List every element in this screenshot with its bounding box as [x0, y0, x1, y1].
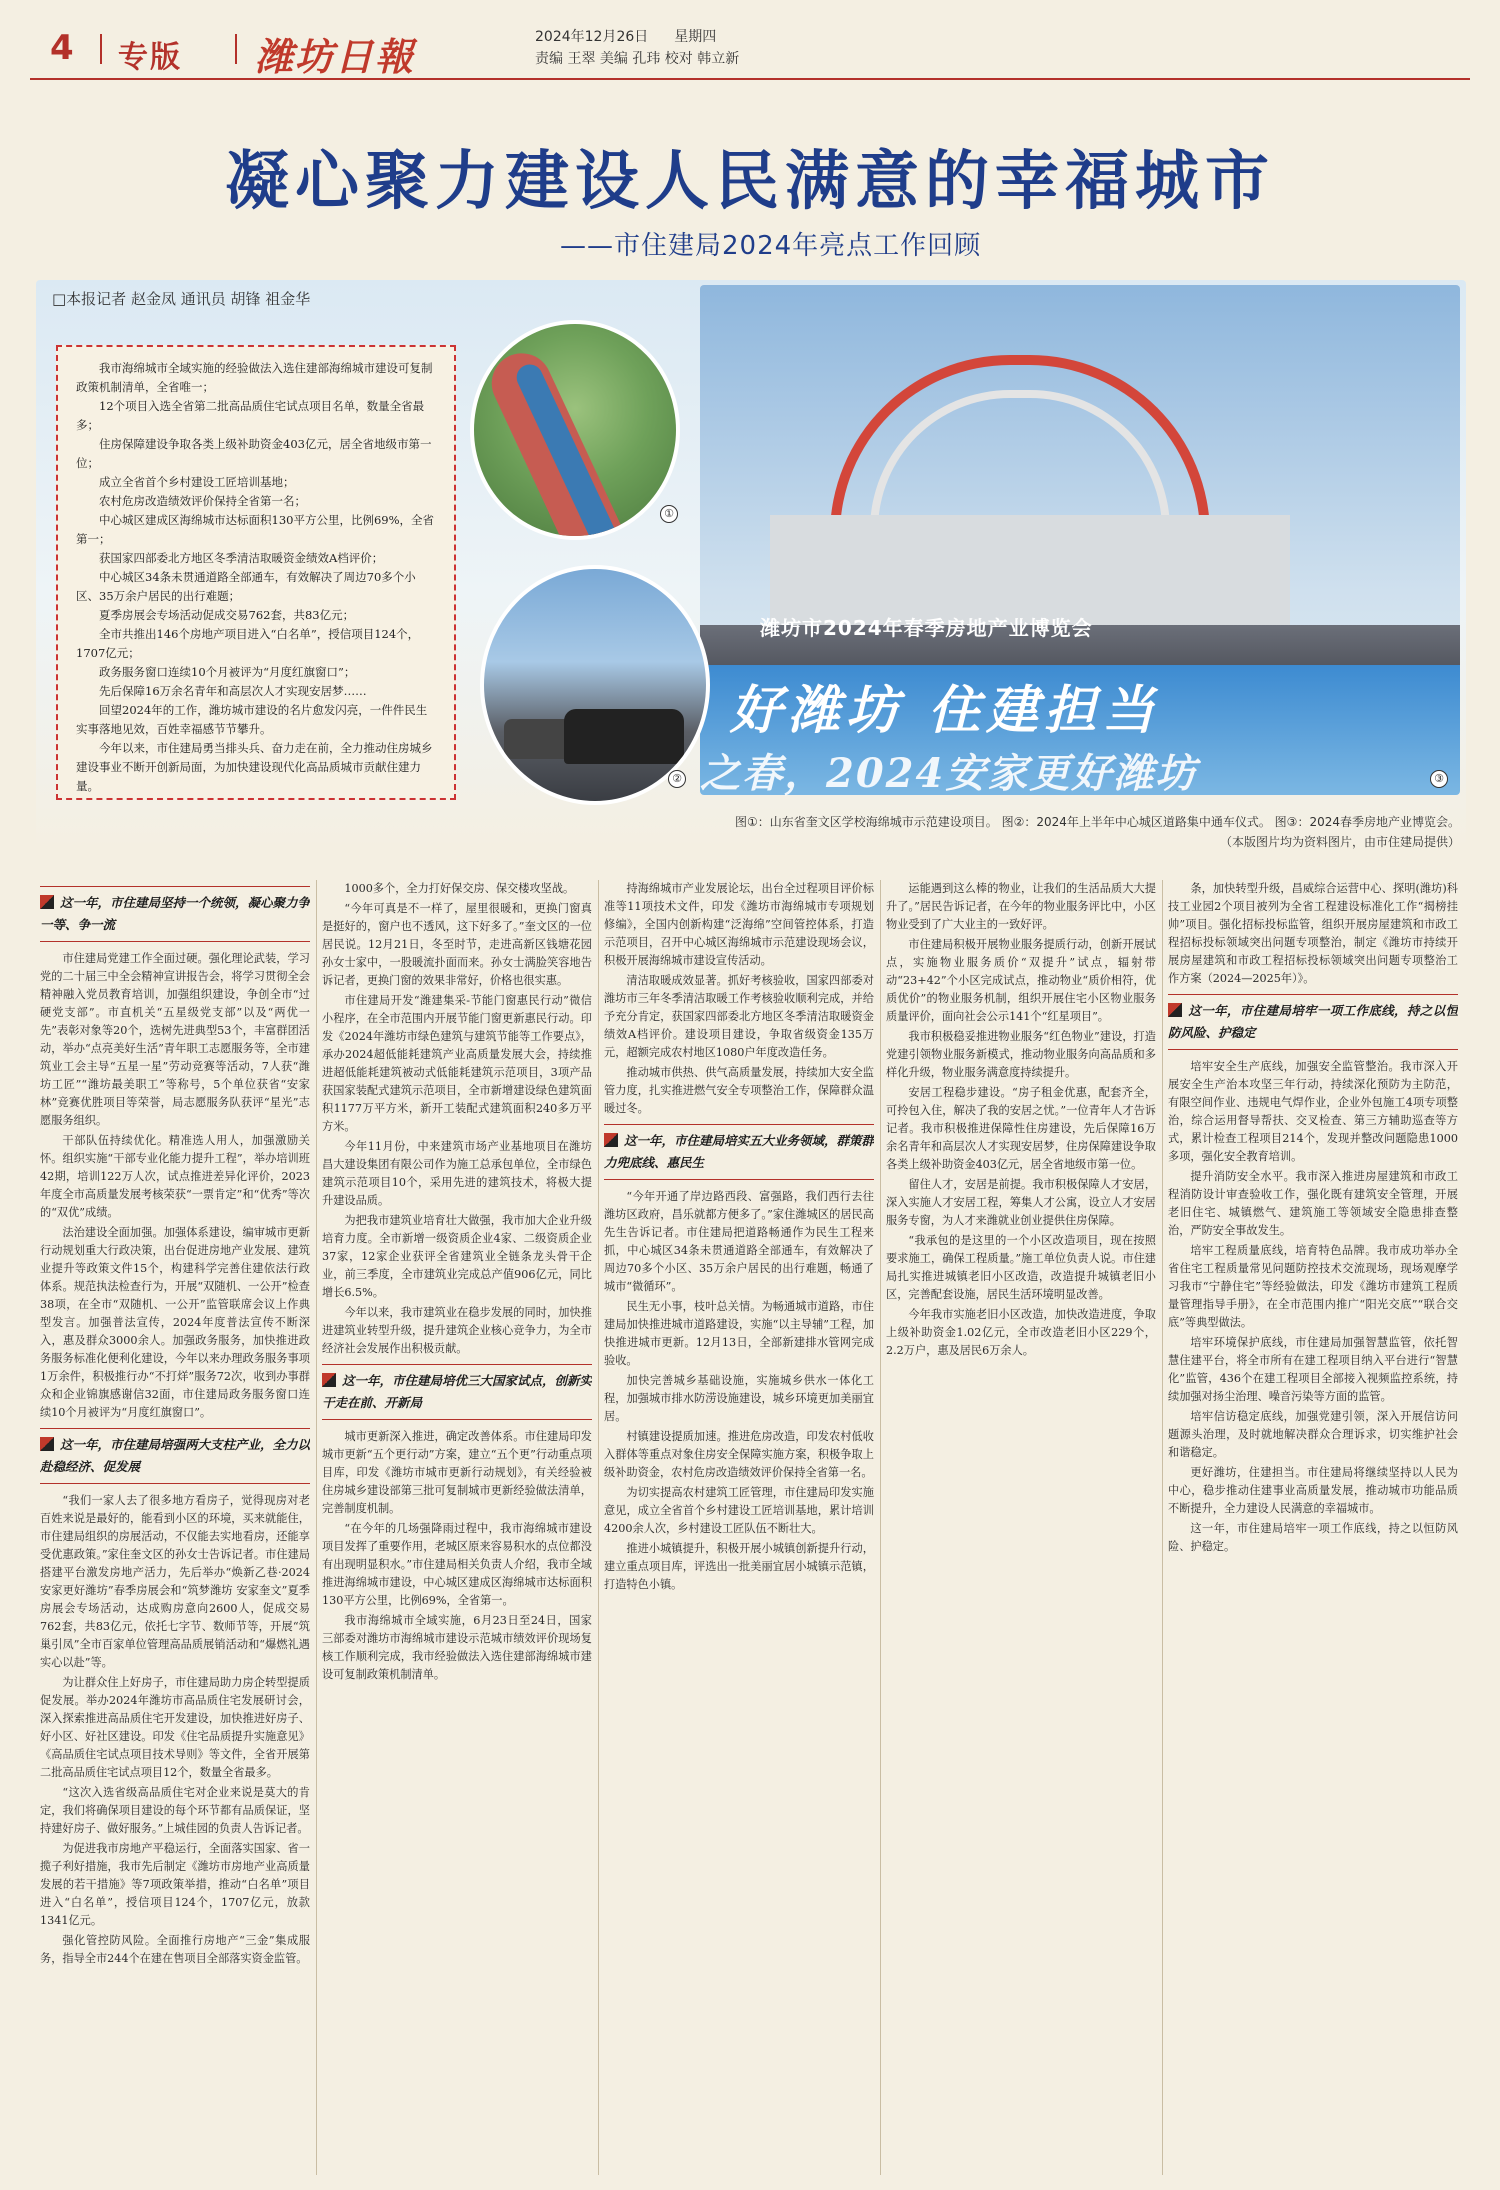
photo-slogan: 好潍坊 住建担当	[730, 680, 1161, 741]
editor-credits: 责编 王翠 美编 孔玮 校对 韩立新	[535, 51, 740, 67]
column-divider	[316, 880, 317, 2175]
article-paragraph: 干部队伍持续优化。精准选人用人，加强激励关怀。组织实施“干部专业化能力提升工程”，举办培训班42期，培训122万人次，试点推进差异化评价，2023年度全市高质量发展考核荣获“一票肯定”和“优秀”等次的“双优”成绩。	[40, 1134, 310, 1219]
article-paragraph: 为把我市建筑业培育壮大做强，我市加大企业升级培育力度。全市新增一级资质企业4家、二级资质企业37家，12家企业获评全省建筑业全链条龙头骨干企业，前三季度，全市建筑业完成总产值906亿元，同比增长6.5%。	[322, 1214, 592, 1299]
article-paragraph: “今年可真是不一样了，屋里很暖和，更换门窗真是挺好的，窗户也不透风，这下好多了。”奎文区的一位居民说。12月21日，冬至时节，走进高新区钱塘花园孙女士家中，一股暖流扑面而来。孙女士满脸笑容地告诉记者，更换门窗的效果非常好，价格也很实惠。	[322, 902, 592, 987]
intro-paragraph: 政务服务窗口连续10个月被评为“月度红旗窗口”；	[99, 665, 356, 679]
article-column-3	[604, 880, 874, 2175]
article-paragraph: 今年11月份，中来建筑市场产业基地项目在潍坊昌大建设集团有限公司作为施工总承包单位，全市绿色建筑示范项目10个，采用先进的建筑技术，将极大提升建设品质。	[322, 1140, 592, 1207]
intro-box	[56, 345, 456, 800]
masthead	[30, 22, 1470, 80]
section-marker-icon	[40, 1437, 54, 1451]
article-column-1	[40, 880, 310, 2175]
photo-number-2: ②	[668, 770, 686, 788]
intro-paragraph: 中心城区34条未贯通道路全部通车，有效解决了周边70多个小区、35万余户居民的出行难题；	[76, 570, 416, 603]
issue-meta	[535, 26, 739, 70]
column-divider	[1162, 880, 1163, 2175]
article-column-2	[322, 880, 592, 2175]
intro-paragraph: 获国家四部委北方地区冬季清洁取暖资金绩效A档评价；	[99, 551, 384, 565]
article-paragraph: 法治建设全面加强。加强体系建设，编审城市更新行动规划重大行政决策，出台促进房地产业发展、建筑业提升等政策文件15个，构建科学完善住建依法行政体系。规范执法检查行为，开展“双随机、一公开”检查38项，在全市“双随机、一公开”监管联席会议上作典型发言。加强普法宣传，2024年度普法宣传不断深入，惠及群众3000余人。加强政务服务，加快推进政务服务标准化便利化建设，今年以来办理政务服务事项1万余件，积极推行办“不打烊”服务72次，收到办事群众和企业锦旗感谢信32面，市住建局政务服务窗口连续10个月被评为“月度红旗窗口”。	[40, 1226, 310, 1419]
article-paragraph: 我市海绵城市全域实施，6月23日至24日，国家三部委对潍坊市海绵城市建设示范城市绩效评价现场复核工作顺利完成，我市经验做法入选住建部海绵城市建设可复制政策机制清单。	[322, 1614, 592, 1681]
article-paragraph: “今年开通了岸边路西段、富强路，我们西行去往潍坊区政府，昌乐就都方便多了。”家住潍城区的居民高先生告诉记者。市住建局把道路畅通作为民生工程来抓，中心城区34条未贯通道路全部通车，有效解决了周边70多个小区、35万余户居民的出行难题，畅通了城市“微循环”。	[604, 1190, 874, 1293]
section-marker-icon	[322, 1373, 336, 1387]
article-paragraph: 条，加快转型升级，昌威综合运营中心、探明(潍坊)科技工业园2个项目被列为全省工程建设标准化工作“揭榜挂帅”项目。强化招标投标监管，组织开展房屋建筑和市政工程招标投标领域突出问题专项整治，制定《潍坊市持续开展房屋建筑和市政工程招标投标领域突出问题专项整治工作方案（2024—2025年）》。	[1168, 882, 1458, 985]
photo-caption-line: 图①：山东省奎文区学校海绵城市示范建设项目。 图②：2024年上半年中心城区道路集中通车仪式。 图③：2024春季房地产业博览会。	[735, 815, 1460, 829]
section-marker-icon	[604, 1133, 618, 1147]
article-paragraph: “在今年的几场强降雨过程中，我市海绵城市建设项目发挥了重要作用，老城区原来容易积水的点位都没有出现明显积水。”市住建局相关负责人介绍，我市全域推进海绵城市建设，中心城区建成区海绵城市达标面积130平方公里，比例69%，全省第一。	[322, 1522, 592, 1607]
photo-caption-note: （本版图片均为资料图片，由市住建局提供）	[1219, 835, 1460, 849]
article-paragraph: “我们一家人去了很多地方看房子，觉得现房对老百姓来说是最好的，能看到小区的环境，买来就能住，市住建局组织的房展活动，不仅能去实地看房，还能享受优惠政策。”家住奎文区的孙女士告诉记者。市住建局搭建平台激发房地产活力，先后举办“焕新乙巷·2024安家更好潍坊”春季房展会和“筑梦潍坊 安家奎文”夏季房展会专场活动，达成购房意向2600人，促成交易762套，共83亿元，依托七字节、数师节等，开展“筑巢引凤”全市百家单位管理高品质展销活动和“爆燃礼遇 实心以赴”等。	[40, 1494, 310, 1669]
article-paragraph: 清洁取暖成效显著。抓好考核验收，国家四部委对潍坊市三年冬季清洁取暖工作考核验收顺利完成，并给予充分肯定，获国家四部委北方地区冬季清洁取暖资金绩效A档评价。建设项目建设，争取省级资金135万元，超额完成农村地区1080户年度改造任务。	[604, 974, 874, 1059]
issue-date: 2024年12月26日	[535, 29, 649, 45]
intro-paragraph: 回望2024年的工作，潍坊城市建设的名片愈发闪亮，一件件民生实事落地见效，百姓幸福感节节攀升。	[76, 703, 428, 736]
page-subheadline: ——市住建局2024年亮点工作回顾	[560, 231, 982, 261]
article-paragraph: 持海绵城市产业发展论坛，出台全过程项目评价标准等11项技术文件，印发《潍坊市海绵城市专项规划修编》，全国内创新构建“泛海绵”空间管控体系，打造示范项目，召开中心城区海绵城市示范建设现场会议，积极开展海绵城市建设宣传活动。	[604, 882, 874, 967]
intro-paragraph: 夏季房展会专场活动促成交易762套，共83亿元；	[99, 608, 355, 622]
intro-paragraph: 12个项目入选全省第二批高品质住宅试点项目名单，数量全省最多；	[76, 399, 425, 432]
article-paragraph: 提升消防安全水平。我市深入推进房屋建筑和市政工程消防设计审查验收工作，强化既有建筑安全管理，开展老旧住宅、城镇燃气、建筑施工等领域安全隐患排查整治，严防安全事故发生。	[1168, 1170, 1458, 1237]
article-paragraph: 留住人才，安居是前提。我市积极保障人才安居，深入实施人才安居工程，筹集人才公寓，设立人才安居服务专窗，为人才来潍就业创业提供住房保障。	[886, 1178, 1156, 1227]
article-paragraph: 市住建局开发“潍建集采-节能门窗惠民行动”微信小程序，在全市范围内开展节能门窗更新惠民行动。印发《2024年潍坊市绿色建筑与建筑节能等工作要点》，承办2024超低能耗建筑产业高质量发展大会，持续推进超低能耗建筑被动式低能耗建筑示范项目，3项产品获国家装配式建筑示范项目，全市新增建设绿色建筑面积1177万平方米，新开工装配式建筑面积240多万平方米。	[322, 994, 592, 1133]
intro-paragraph: 我市海绵城市全域实施的经验做法入选住建部海绵城市建设可复制政策机制清单，全省唯一；	[76, 361, 433, 394]
article-paragraph: 推进小城镇提升，积极开展小城镇创新提升行动，建立重点项目库，评选出一批美丽宜居小城镇示范镇，打造特色小镇。	[604, 1542, 874, 1591]
photo-number-3: ③	[1430, 770, 1448, 788]
column-divider	[598, 880, 599, 2175]
article-paragraph: “这次入选省级高品质住宅对企业来说是莫大的肯定，我们将确保项目建设的每个环节都有品质保证，坚持建好房子、做好服务。”上城佳园的负责人告诉记者。	[40, 1786, 310, 1835]
article-paragraph: 强化管控防风险。全面推行房地产“三金”集成服务，指导全市244个在建在售项目全部落实资金监管。	[40, 1934, 310, 1965]
section-heading: 这一年，市住建局培优三大国家试点，创新实干走在前、开新局	[322, 1364, 592, 1420]
article-paragraph: 培牢环境保护底线，市住建局加强智慧监管，依托智慧住建平台，将全市所有在建工程项目纳入平台进行“智慧化”监管，436个在建工程项目全部接入视频监控系统，持续加强对扬尘治理、噪音污染等方面的监管。	[1168, 1336, 1458, 1403]
photo-sponge-city-track	[470, 320, 680, 540]
photo-slogan-secondary: 之春，2024安家更好潍坊	[700, 750, 1198, 797]
photo-banner-title: 潍坊市2024年春季房地产业博览会	[760, 616, 1093, 640]
article-paragraph: 培牢安全生产底线，加强安全监管整治。我市深入开展安全生产治本攻坚三年行动，持续深化预防为主防范，有限空间作业、违规电气焊作业，企业外包施工4项专项整治，综合运用督导帮扶、交叉检查、第三方辅助巡查等方式，累计检查工程项目214个，发现并整改问题隐患1000多项，强化安全教育培训。	[1168, 1060, 1458, 1163]
article-paragraph: 城市更新深入推进，确定改善体系。市住建局印发城市更新“五个更行动”方案，建立“五个更”行动重点项目库，印发《潍坊市城市更新行动规划》，有关经验被住房城乡建设部第三批可复制城市更新经验做法清单，完善制度机制。	[322, 1430, 592, 1515]
newspaper-logo: 潍坊日報	[255, 34, 416, 79]
article-paragraph: 村镇建设提质加速。推进危房改造，印发农村低收入群体等重点对象住房安全保障实施方案，积极争取上级补助资金，农村危房改造绩效评价保持全省第一名。	[604, 1430, 874, 1479]
byline: □本报记者 赵金凤 通讯员 胡锋 祖金华	[52, 290, 311, 308]
section-heading: 这一年，市住建局培牢一项工作底线，持之以恒防风险、护稳定	[1168, 994, 1458, 1050]
article-paragraph: 培牢工程质量底线，培育特色品牌。我市成功举办全省住宅工程质量常见问题防控技术交流现场，现场观摩学习我市“宁静住宅”等经验做法，印发《潍坊市建筑工程质量管理指导手册》，在全市范围内推广“阳光交底”“联合交底”等典型做法。	[1168, 1244, 1458, 1329]
section-heading: 这一年，市住建局培强两大支柱产业，全力以赴稳经济、促发展	[40, 1428, 310, 1484]
article-paragraph: 今年我市实施老旧小区改造，加快改造进度，争取上级补助资金1.02亿元，全市改造老旧小区229个，2.2万户，惠及居民6万余人。	[886, 1308, 1156, 1357]
article-column-4	[886, 880, 1156, 2175]
article-column-5	[1168, 880, 1458, 2175]
article-paragraph: 为让群众住上好房子，市住建局助力房企转型提质促发展。举办2024年潍坊市高品质住宅发展研讨会，深入探索推进高品质住宅开发建设，加快推进好房子、好小区、好社区建设。印发《住宅品质提升实施意见》《高品质住宅试点项目技术导则》等文件，全省开展第二批高品质住宅试点项目12个，数量全省最多。	[40, 1676, 310, 1779]
intro-paragraph: 住房保障建设争取各类上级补助资金403亿元，居全省地级市第一位；	[76, 437, 432, 470]
article-paragraph: 市住建局党建工作全面过硬。强化理论武装，学习党的二十届三中全会精神宣讲报告会，将学习贯彻全会精神融入党员教育培训，加强组织建设，争创全市“过硬党支部”。市直机关“五星级党支部”以及“两优一先”表彰对象等20个，选树先进典型53个，丰富群团活动，举办“点亮美好生活”青年职工志愿服务等，全市建筑业工会主导“五星一星”劳动竞赛等活动，7人获“潍坊工匠”“潍坊最美职工”等称号，5个单位获省“安家林”竞赛优胜项目等荣誉，局志愿服务队获评“星光”志愿服务组织。	[40, 952, 310, 1127]
article-paragraph: 加快完善城乡基础设施，实施城乡供水一体化工程，加强城市排水防涝设施建设，城乡环境更加美丽宜居。	[604, 1374, 874, 1423]
article-paragraph: 市住建局积极开展物业服务提质行动，创新开展试点，实施物业服务质价“双提升”试点，辐射带动“23+42”个小区完成试点，推动物业“质价相符，优质优价”的物业服务机制，组织开展住宅小区物业服务质量评价，面向社会公示141个“红星项目”。	[886, 938, 1156, 1023]
section-heading: 这一年，市住建局培实五大业务领域，群策群力兜底线、惠民生	[604, 1124, 874, 1180]
section-marker-icon	[40, 895, 54, 909]
article-paragraph: 更好潍坊，住建担当。市住建局将继续坚持以人民为中心，稳步推动住建事业高质量发展，推动城市功能品质不断提升，全力建设人民满意的幸福城市。	[1168, 1466, 1458, 1515]
section-label: 专版	[118, 40, 182, 75]
intro-paragraph: 先后保障16万余名青年和高层次人才实现安居梦……	[99, 684, 367, 698]
intro-paragraph: 成立全省首个乡村建设工匠培训基地；	[99, 475, 295, 489]
column-divider	[880, 880, 881, 2175]
article-paragraph: “我承包的是这里的一个小区改造项目，现在按照要求施工，确保工程质量。”施工单位负责人说。市住建局扎实推进城镇老旧小区改造，改造提升城镇老旧小区，完善配套设施，居民生活环境明显改善。	[886, 1234, 1156, 1301]
photo-caption	[680, 812, 1460, 852]
photo-road-opening	[480, 565, 710, 805]
article-paragraph: 安居工程稳步建设。“房子租金优惠，配套齐全，可拎包入住，解决了我的安居之忧。”一位青年人才告诉记者。我市积极推进保障性住房建设，先后保障16万余名青年和高层次人才实现安居梦，住房保障建设争取各类上级补助资金403亿元，居全省地级市第一位。	[886, 1086, 1156, 1171]
page-headline: 凝心聚力建设人民满意的幸福城市	[225, 144, 1275, 219]
article-paragraph: 培牢信访稳定底线，加强党建引领，深入开展信访问题源头治理，及时就地解决群众合理诉求，切实维护社会和谐稳定。	[1168, 1410, 1458, 1459]
section-marker-icon	[1168, 1003, 1182, 1017]
article-paragraph: 民生无小事，枝叶总关情。为畅通城市道路，市住建局加快推进城市道路建设，实施“以主导辅”工程，加快推进城市更新。12月13日，全部新建排水管网完成验收。	[604, 1300, 874, 1367]
intro-paragraph: 全市共推出146个房地产项目进入“白名单”，授信项目124个，1707亿元；	[76, 627, 420, 660]
issue-weekday: 星期四	[674, 29, 717, 45]
article-paragraph: 这一年，市住建局培牢一项工作底线，持之以恒防风险、护稳定。	[1168, 1522, 1458, 1553]
intro-paragraph: 中心城区建成区海绵城市达标面积130平方公里，比例69%，全省第一；	[76, 513, 435, 546]
intro-paragraph: 今年以来，市住建局勇当排头兵、奋力走在前，全力推动住房城乡建设事业不断开创新局面，为加快建设现代化高品质城市贡献住建力量。	[76, 741, 433, 793]
article-paragraph: 我市积极稳妥推进物业服务“红色物业”建设，打造党建引领物业服务新模式，推动物业服务向高品质和多样化升级，物业服务满意度持续提升。	[886, 1030, 1156, 1079]
masthead-divider	[235, 34, 237, 64]
article-paragraph: 今年以来，我市建筑业在稳步发展的同时，加快推进建筑业转型升级，提升建筑企业核心竞争力，为全市经济社会发展作出积极贡献。	[322, 1306, 592, 1355]
article-paragraph: 运能遇到这么棒的物业，让我们的生活品质大大提升了。”居民告诉记者，在今年的物业服务评比中，小区物业受到了广大业主的一致好评。	[886, 882, 1156, 931]
article-paragraph: 为促进我市房地产平稳运行，全面落实国家、省一揽子利好措施，我市先后制定《潍坊市房地产业高质量发展的若干措施》等7项政策举措，推动“白名单”项目进入“白名单”，授信项目124个，1707亿元，放款1341亿元。	[40, 1842, 310, 1927]
intro-paragraph: 农村危房改造绩效评价保持全省第一名；	[99, 494, 306, 508]
article-paragraph: 推动城市供热、供气高质量发展，持续加大安全监管力度，扎实推进燃气安全专项整治工作，保障群众温暖过冬。	[604, 1066, 874, 1115]
masthead-divider	[100, 34, 102, 64]
article-paragraph: 为切实提高农村建筑工匠管理，市住建局印发实施意见，成立全省首个乡村建设工匠培训基地，累计培训4200余人次，乡村建设工匠队伍不断壮大。	[604, 1486, 874, 1535]
photo-number-1: ①	[660, 505, 678, 523]
page-number: 4	[50, 28, 74, 68]
section-heading: 这一年，市住建局坚持一个统领，凝心聚力争一等、争一流	[40, 886, 310, 942]
article-paragraph: 1000多个，全力打好保交房、保交楼攻坚战。	[344, 882, 575, 895]
